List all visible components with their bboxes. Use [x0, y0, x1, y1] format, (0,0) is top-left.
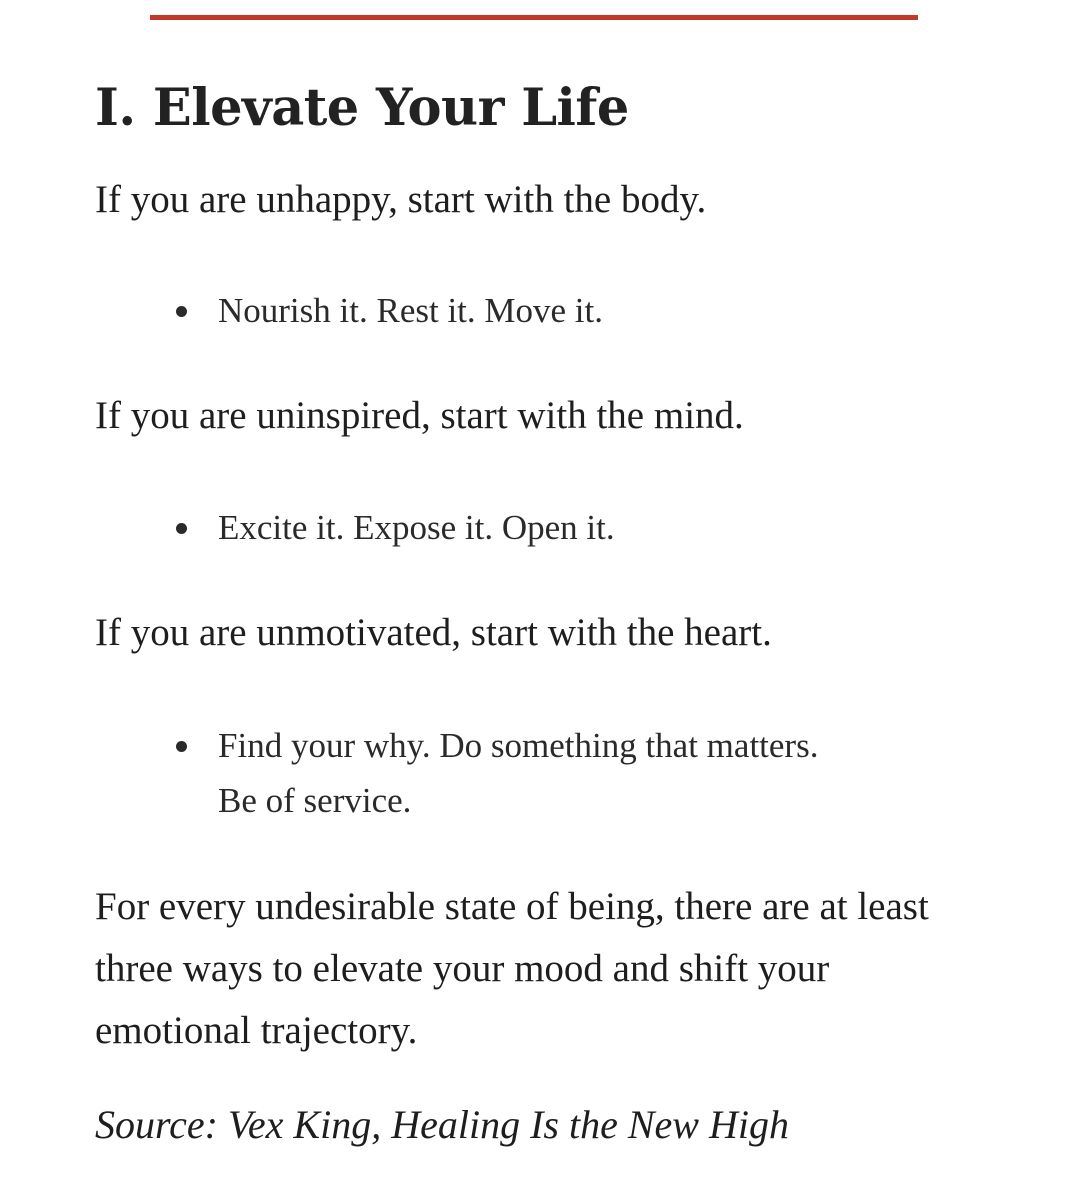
bullet-mind: Excite it. Expose it. Open it. — [218, 508, 615, 547]
closing-paragraph: For every undesirable state of being, there are at least three ways to elevate your mood and shift your emotional trajectory. — [95, 885, 929, 1052]
statement-body: If you are unhappy, start with the body. — [95, 178, 707, 221]
section-heading: I. Elevate Your Life — [95, 78, 629, 138]
bullet-body: Nourish it. Rest it. Move it. — [218, 291, 603, 330]
bullet-marker — [176, 523, 187, 534]
bullet-heart-line-1: Find your why. Do something that matters. — [218, 726, 819, 765]
statement-mind: If you are uninspired, start with the mind. — [95, 394, 744, 437]
bullet-heart-line-2: Be of service. — [218, 781, 412, 820]
statement-heart: If you are unmotivated, start with the heart. — [95, 611, 772, 654]
source-citation: Source: Vex King, Healing Is the New High — [95, 1102, 789, 1147]
bullet-marker — [176, 741, 187, 752]
top-divider-rule — [150, 15, 918, 20]
bullet-marker — [176, 306, 187, 317]
